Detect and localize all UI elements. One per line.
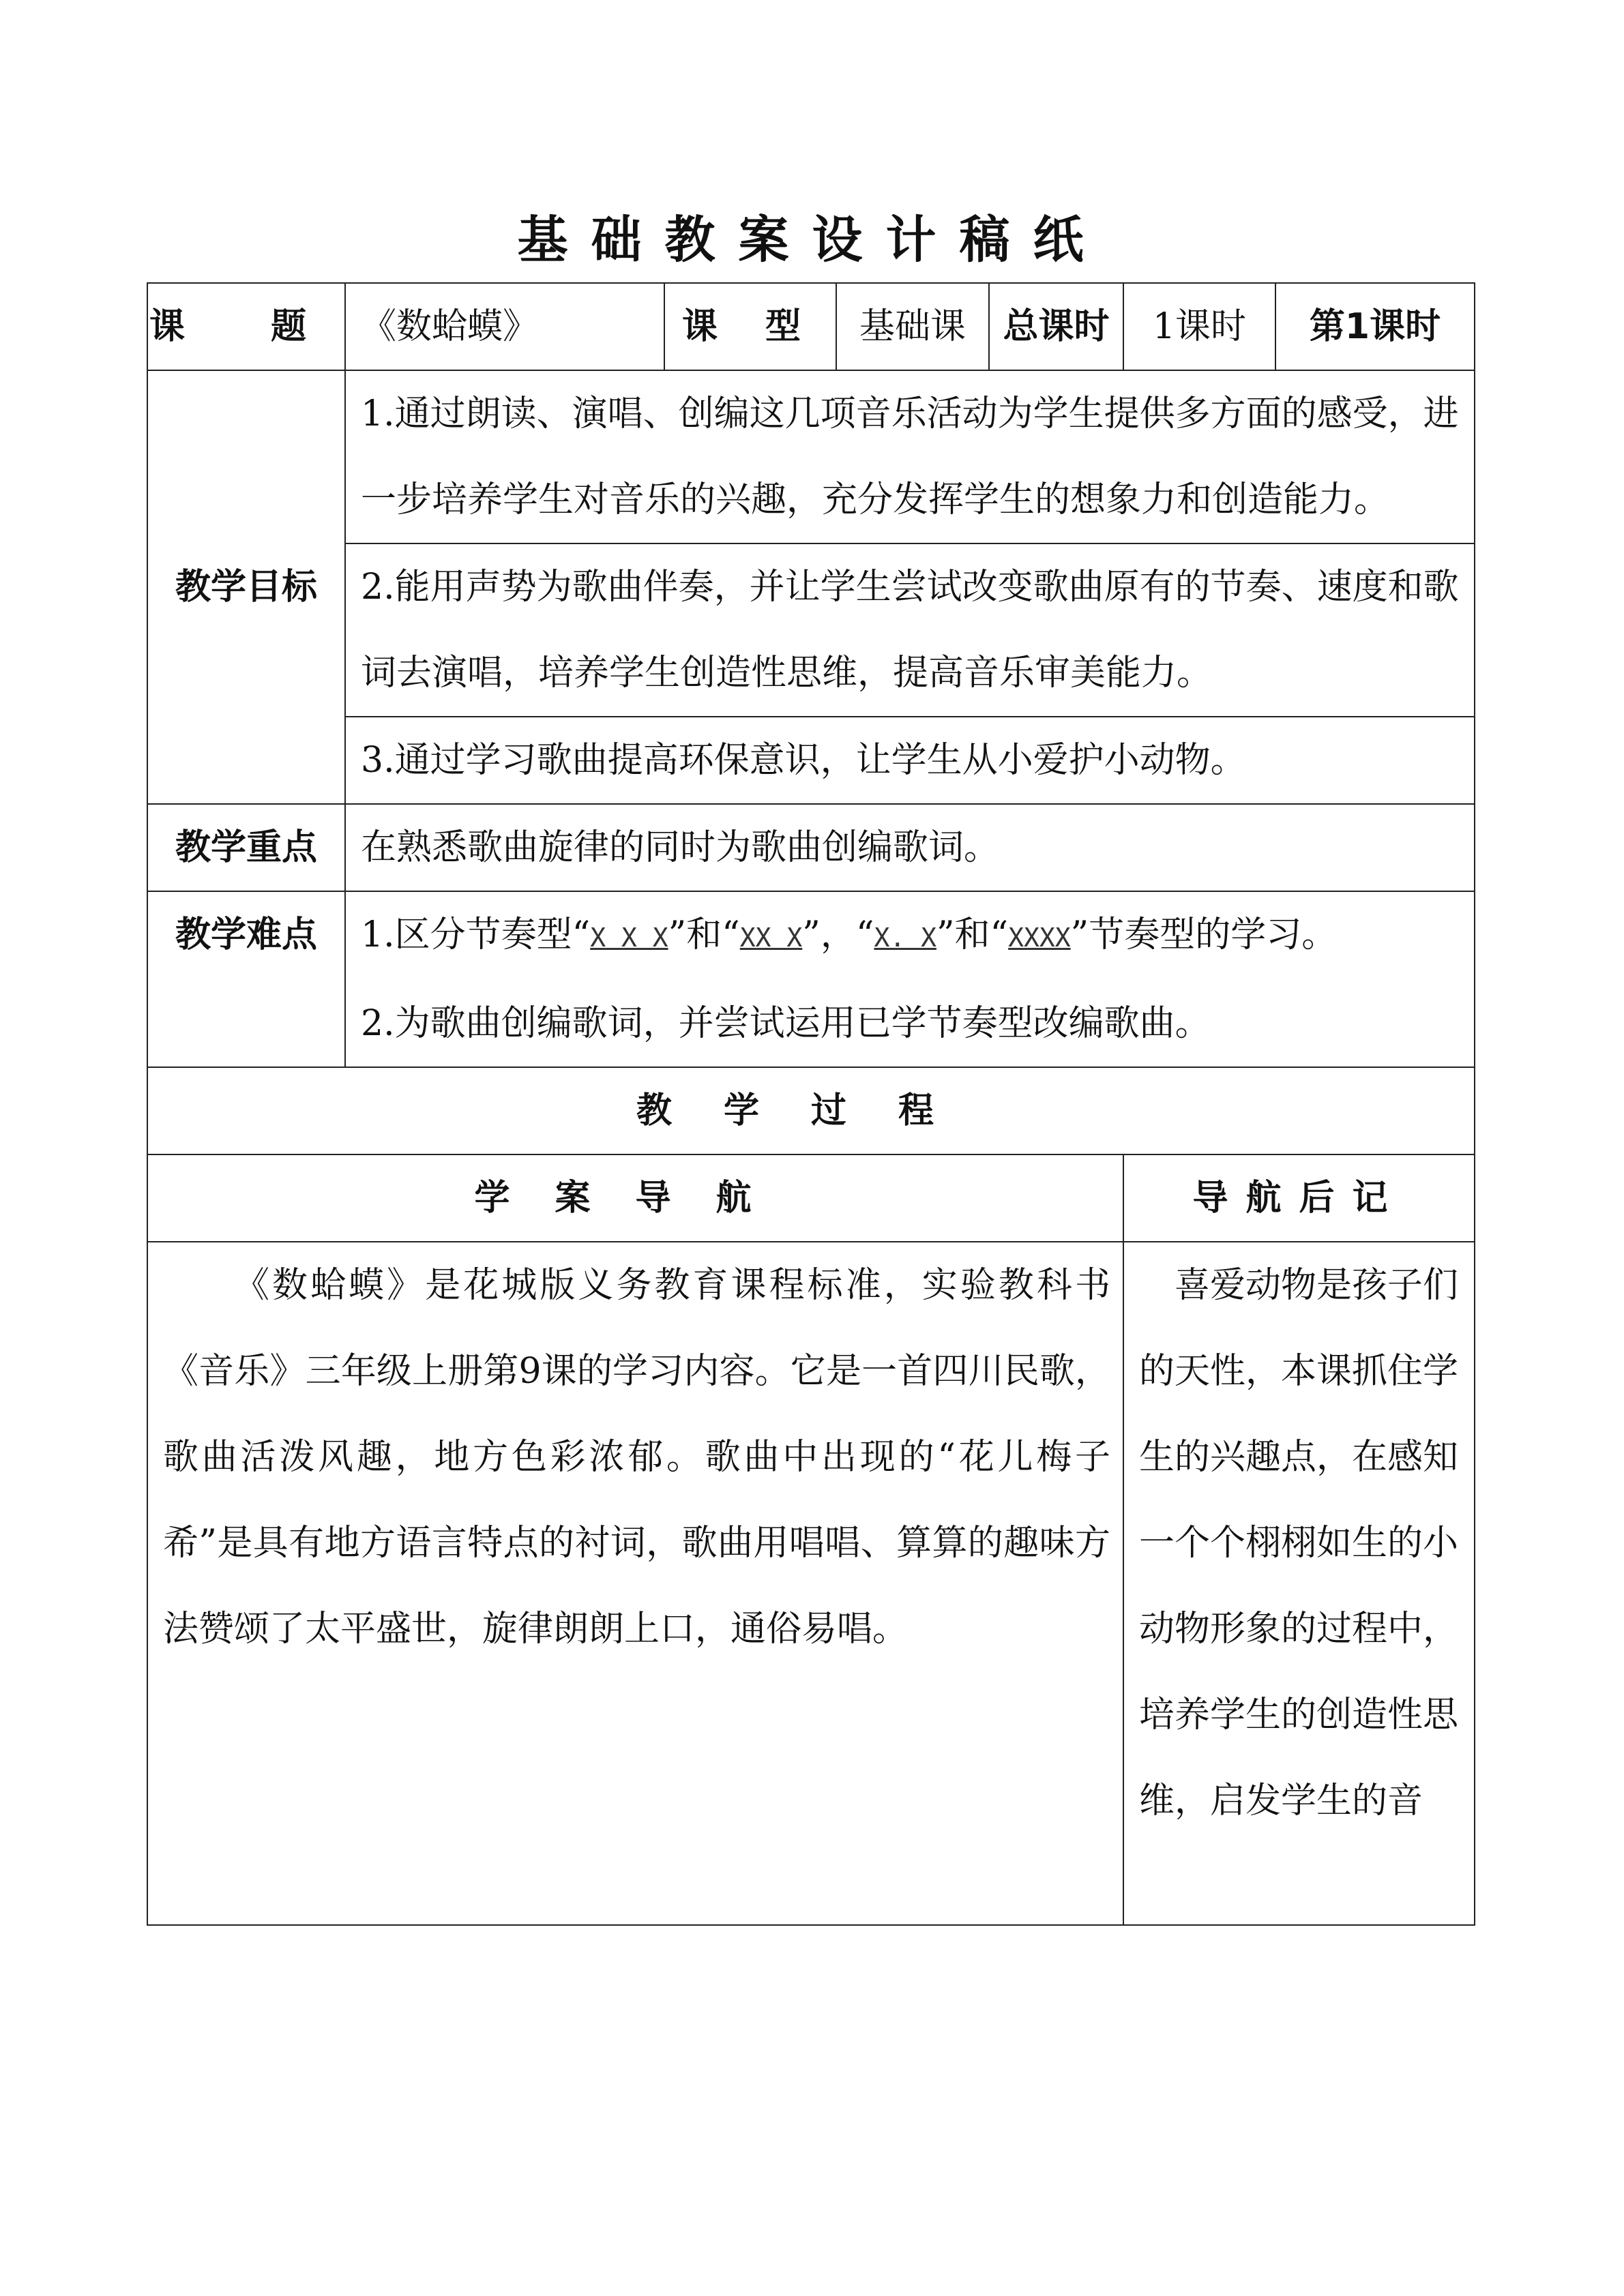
page-title: 基础教案设计稿纸 — [517, 211, 1107, 269]
process-heading: 教学过程 — [147, 1067, 1475, 1154]
difficulty-text-part: ”和“ — [936, 914, 1009, 955]
total-hours-value: 1课时 — [1123, 283, 1275, 370]
difficulty-text-part: ”，“ — [802, 914, 874, 955]
guide-paragraph: 《数蛤蟆》是花城版义务教育课程标准，实验教科书《音乐》三年级上册第9课的学习内容。它是一首四川民歌，歌曲活泼风趣，地方色彩浓郁。歌曲中出现的“花儿梅子希”是具有地方语言特点的衬词，歌曲用唱唱、算算的趣味方法赞颂了太平盛世，旋律朗朗上口，通俗易唱。 — [163, 1265, 1110, 1650]
process-heading-row — [147, 1067, 1475, 1154]
guide-column-header: 学案导航 — [147, 1154, 1123, 1242]
difficulty-row — [147, 891, 1475, 1067]
objectives-row-3 — [147, 717, 1475, 804]
objective-item-3: 3.通过学习歌曲提高环保意识，让学生从小爱护小动物。 — [345, 717, 1475, 804]
difficulty-label: 教学难点 — [147, 891, 345, 1067]
type-label: 课 型 — [664, 283, 836, 370]
objectives-row-2 — [147, 543, 1475, 717]
lesson-plan-table — [147, 282, 1475, 1926]
rhythm-pattern-4: XXXX — [1008, 923, 1071, 953]
objective-item-2: 2.能用声势为歌曲伴奏，并让学生尝试改变歌曲原有的节奏、速度和歌词去演唱，培养学生创造性思维，提高音乐审美能力。 — [345, 543, 1475, 717]
notes-column-header: 导航后记 — [1123, 1154, 1475, 1242]
key-point-row — [147, 804, 1475, 891]
guide-body — [147, 1242, 1123, 1925]
topic-label: 课 题 — [147, 283, 345, 370]
notes-body — [1123, 1242, 1475, 1925]
topic-value: 《数蛤蟆》 — [345, 283, 664, 370]
type-value: 基础课 — [836, 283, 989, 370]
difficulty-item-1 — [361, 892, 1463, 981]
difficulty-text-part: ”和“ — [668, 914, 740, 955]
header-row — [147, 283, 1475, 370]
difficulty-item-2: 2.为歌曲创编歌词，并尝试运用已学节奏型改编歌曲。 — [361, 1003, 1211, 1044]
process-body-row — [147, 1242, 1475, 1925]
rhythm-pattern-1: X X X — [590, 923, 668, 953]
rhythm-pattern-3: X. X — [874, 923, 936, 953]
rhythm-pattern-2: XX X — [739, 923, 803, 953]
difficulty-text-part: 1.区分节奏型“ — [361, 914, 591, 955]
key-point-text: 在熟悉歌曲旋律的同时为歌曲创编歌词。 — [345, 804, 1475, 891]
difficulty-text-part: ”节奏型的学习。 — [1070, 914, 1338, 955]
current-hour-label: 第1课时 — [1275, 283, 1475, 370]
total-hours-label: 总课时 — [989, 283, 1123, 370]
notes-paragraph: 喜爱动物是孩子们的天性，本课抓住学生的兴趣点，在感知一个个栩栩如生的小动物形象的过程中，培养学生的创造性思维，启发学生的音 — [1139, 1265, 1459, 1821]
objective-item-1: 1.通过朗读、演唱、创编这几项音乐活动为学生提供多方面的感受，进一步培养学生对音乐的兴趣，充分发挥学生的想象力和创造能力。 — [345, 370, 1475, 543]
objectives-row-1 — [147, 370, 1475, 543]
process-columns-row — [147, 1154, 1475, 1242]
difficulty-text — [345, 891, 1475, 1067]
key-point-label: 教学重点 — [147, 804, 345, 891]
objectives-label: 教学目标 — [147, 370, 345, 804]
